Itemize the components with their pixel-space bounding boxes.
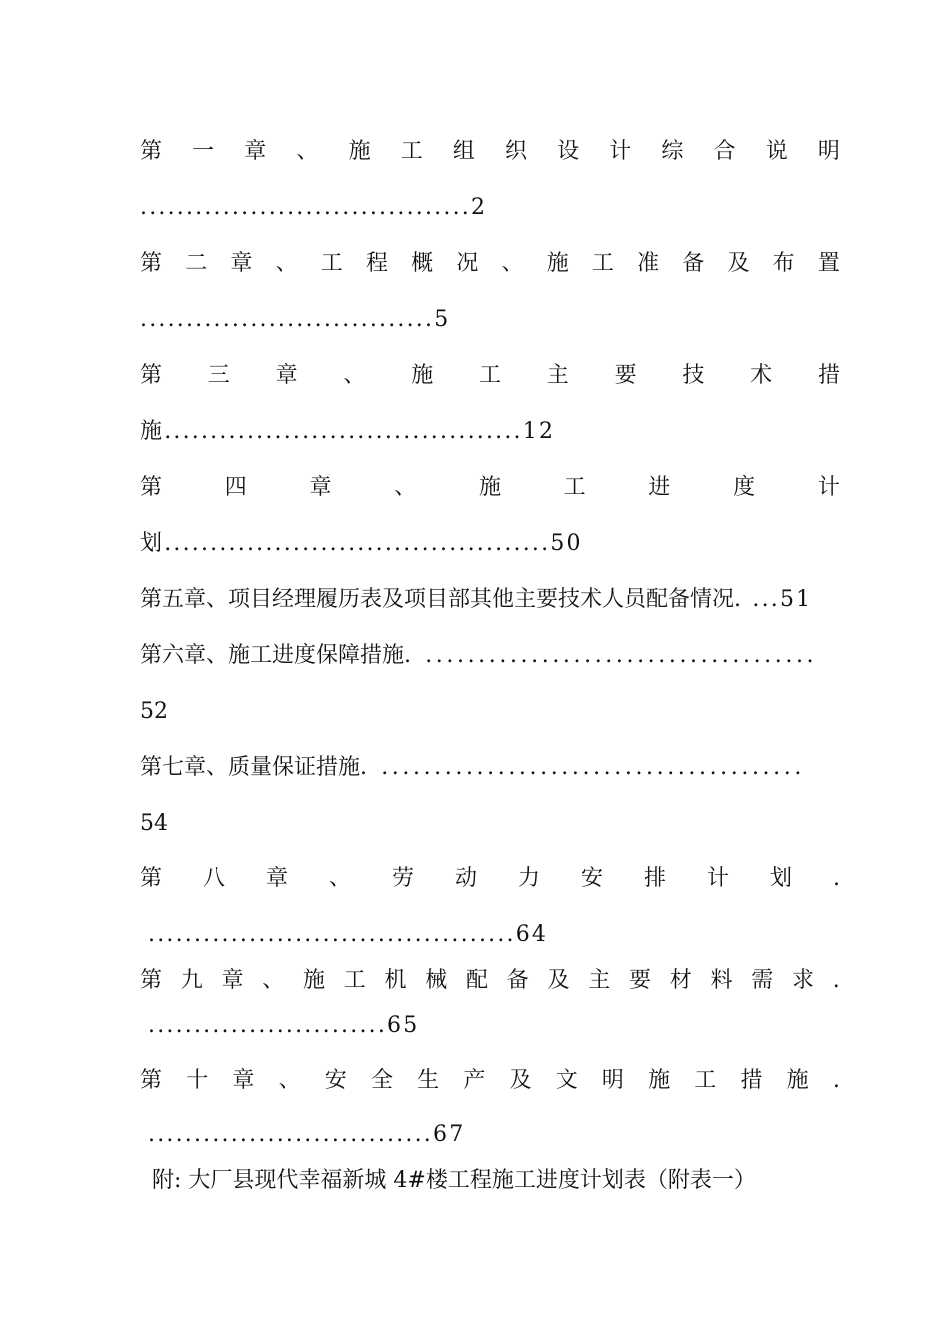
- toc-title-char: 全: [370, 1068, 393, 1093]
- toc-title-char: .: [832, 1068, 840, 1093]
- toc-ch9-title[interactable]: [140, 966, 840, 996]
- toc-title-char: 技: [682, 363, 705, 388]
- toc-page-number: 64: [515, 922, 549, 947]
- toc-dots: ..........................................: [164, 531, 551, 556]
- toc-ch5-entry[interactable]: [140, 585, 840, 615]
- toc-ch7-page: [140, 809, 840, 839]
- toc-title-char: 四: [224, 475, 247, 500]
- toc-dots: .......................................: [164, 419, 523, 444]
- toc-title-char: 工: [320, 251, 343, 276]
- toc-title-char: 工: [563, 475, 586, 500]
- toc-title-char: 要: [629, 968, 652, 993]
- toc-title-char: .: [833, 866, 840, 891]
- toc-title-char: 八: [203, 866, 226, 891]
- toc-title-char: 主: [588, 968, 611, 993]
- toc-title-char: 计: [609, 139, 632, 164]
- toc-page-number: 2: [470, 195, 488, 220]
- toc-title-char: 明: [817, 139, 840, 164]
- toc-title-char: 施: [786, 1068, 809, 1093]
- toc-title-char: 进: [648, 475, 671, 500]
- toc-title-char: 工: [343, 968, 366, 993]
- toc-ch6-page: [140, 697, 840, 727]
- toc-title-char: 九: [180, 968, 203, 993]
- toc-title-char: 措: [740, 1068, 763, 1093]
- toc-title-char: 主: [546, 363, 569, 388]
- toc-ch2-title[interactable]: [140, 249, 840, 279]
- toc-title-char: 产: [463, 1068, 486, 1093]
- toc-title-char: 劳: [392, 866, 415, 891]
- toc-title-char: 、: [296, 139, 319, 164]
- toc-title-char: 力: [518, 866, 541, 891]
- toc-ch3-leader: [140, 417, 840, 447]
- toc-title-char: 工: [591, 251, 614, 276]
- toc-title-char: 及: [727, 251, 750, 276]
- toc-title-char: 计: [817, 475, 840, 500]
- toc-page-number: 67: [433, 1122, 466, 1147]
- toc-title-char: 、: [343, 363, 366, 388]
- toc-title-char: 及: [547, 968, 570, 993]
- toc-title-char: 综: [661, 139, 684, 164]
- toc-ch9-leader: [148, 1011, 848, 1041]
- toc-title-char: 程: [365, 251, 388, 276]
- toc-dots: . .....................................: [404, 643, 818, 668]
- toc-page-number: 5: [434, 307, 451, 332]
- toc-title-char: 章: [221, 968, 244, 993]
- toc-title-char: .: [832, 968, 840, 993]
- toc-title: 第五章、项目经理履历表及项目部其他主要技术人员配备情况: [140, 587, 735, 612]
- toc-title-char: 要: [614, 363, 637, 388]
- toc-title-char: 二: [185, 251, 208, 276]
- toc-title-char: 及: [509, 1068, 532, 1093]
- toc-title-char: 施: [648, 1068, 671, 1093]
- toc-title-char: 械: [425, 968, 448, 993]
- toc-title-char: 材: [669, 968, 692, 993]
- toc-title-char: 、: [278, 1068, 301, 1093]
- toc-ch4-title[interactable]: [140, 473, 840, 503]
- toc-title-char: 配: [466, 968, 489, 993]
- toc-title-char: 安: [581, 866, 604, 891]
- toc-title: 第六章、施工进度保障措施: [140, 643, 405, 668]
- toc-title-char: 十: [186, 1068, 209, 1093]
- toc-ch2-leader: [140, 305, 840, 335]
- toc-title-char: 章: [244, 139, 267, 164]
- toc-ch10-title[interactable]: [140, 1066, 840, 1096]
- toc-title-char: 划: [770, 866, 793, 891]
- toc-ch1-title[interactable]: [140, 137, 840, 167]
- toc-dots: . ...: [734, 587, 780, 612]
- toc-page-number: 52: [140, 699, 168, 724]
- toc-title-char: 第: [140, 363, 163, 388]
- toc-title-char: 合: [713, 139, 736, 164]
- toc-dots: ...............................: [148, 1122, 433, 1147]
- toc-title-char: 生: [417, 1068, 440, 1093]
- toc-dots: ................................: [140, 307, 435, 332]
- toc-title-char: 况: [456, 251, 479, 276]
- toc-title-char: 设: [557, 139, 580, 164]
- toc-title-char: 一: [192, 139, 215, 164]
- toc-title-char: 第: [140, 475, 163, 500]
- toc-title-char: 第: [140, 139, 163, 164]
- toc-title-char: 概: [411, 251, 434, 276]
- toc-ch4-leader: [140, 529, 840, 559]
- toc-title-char: 章: [232, 1068, 255, 1093]
- toc-title-char: 工: [694, 1068, 717, 1093]
- toc-dots: . ........................................: [360, 755, 805, 780]
- toc-dots: ....................................: [140, 195, 471, 220]
- toc-title-char: 、: [275, 251, 298, 276]
- toc-title-char: 组: [452, 139, 475, 164]
- toc-ch8-leader: [148, 920, 848, 950]
- toc-title-char: 施: [348, 139, 371, 164]
- toc-dots: ..........................: [148, 1013, 388, 1038]
- toc-title-char: 第: [140, 968, 163, 993]
- toc-title-char: 章: [230, 251, 253, 276]
- toc-title-char: 、: [394, 475, 417, 500]
- toc-title-char: 机: [384, 968, 407, 993]
- toc-title-char: 动: [455, 866, 478, 891]
- toc-title-char: 施: [546, 251, 569, 276]
- toc-title-char: 工: [478, 363, 501, 388]
- toc-title-char: 第: [140, 866, 163, 891]
- toc-title-char: 度: [733, 475, 756, 500]
- toc-title-char: 料: [710, 968, 733, 993]
- toc-title-char: 工: [400, 139, 423, 164]
- toc-title-char: 第: [140, 251, 163, 276]
- toc-title-char: 、: [262, 968, 285, 993]
- toc-ch3-title[interactable]: [140, 361, 840, 391]
- toc-title-char: 备: [682, 251, 705, 276]
- toc-title-char: 三: [207, 363, 230, 388]
- toc-dots: ........................................: [148, 922, 516, 947]
- toc-title-char: 第: [140, 1068, 163, 1093]
- toc-title-char: 施: [303, 968, 326, 993]
- toc-title-char: 章: [266, 866, 289, 891]
- toc-title-char: 置: [817, 251, 840, 276]
- toc-title-char: 、: [329, 866, 352, 891]
- toc-title-char: 备: [506, 968, 529, 993]
- toc-title-char: 布: [772, 251, 795, 276]
- toc-title-char: 明: [601, 1068, 624, 1093]
- toc-title-continuation: 划: [140, 531, 165, 556]
- toc-title-char: 安: [324, 1068, 347, 1093]
- toc-page-number: 12: [522, 419, 556, 444]
- toc-appendix[interactable]: [152, 1166, 852, 1196]
- toc-title-char: 准: [637, 251, 660, 276]
- toc-title-char: 说: [765, 139, 788, 164]
- toc-ch10-leader: [148, 1120, 848, 1150]
- toc-page-number: 54: [140, 811, 168, 836]
- toc-page-number: 51: [779, 587, 813, 612]
- toc-title-char: 排: [644, 866, 667, 891]
- toc-title-char: 、: [501, 251, 524, 276]
- toc-title-char: 织: [504, 139, 527, 164]
- appendix-title: 附: 大厂县现代幸福新城 4#楼工程施工进度计划表（附表一）: [152, 1168, 756, 1193]
- toc-ch1-leader: [140, 193, 840, 223]
- toc-title-char: 术: [750, 363, 773, 388]
- toc-page-number: 65: [387, 1013, 420, 1038]
- toc-ch8-title[interactable]: [140, 864, 840, 894]
- toc-title-char: 需: [751, 968, 774, 993]
- toc-title-char: 计: [707, 866, 730, 891]
- toc-title-char: 求: [792, 968, 815, 993]
- toc-ch6-entry[interactable]: [140, 641, 840, 671]
- toc-title-continuation: 施: [140, 419, 165, 444]
- toc-title-char: 施: [411, 363, 434, 388]
- toc-title-char: 施: [478, 475, 501, 500]
- toc-title-char: 章: [275, 363, 298, 388]
- toc-title-char: 文: [555, 1068, 578, 1093]
- toc-title: 第七章、质量保证措施: [140, 755, 361, 780]
- toc-title-char: 措: [817, 363, 840, 388]
- toc-ch7-entry[interactable]: [140, 753, 840, 783]
- toc-title-char: 章: [309, 475, 332, 500]
- toc-page-number: 50: [550, 531, 583, 556]
